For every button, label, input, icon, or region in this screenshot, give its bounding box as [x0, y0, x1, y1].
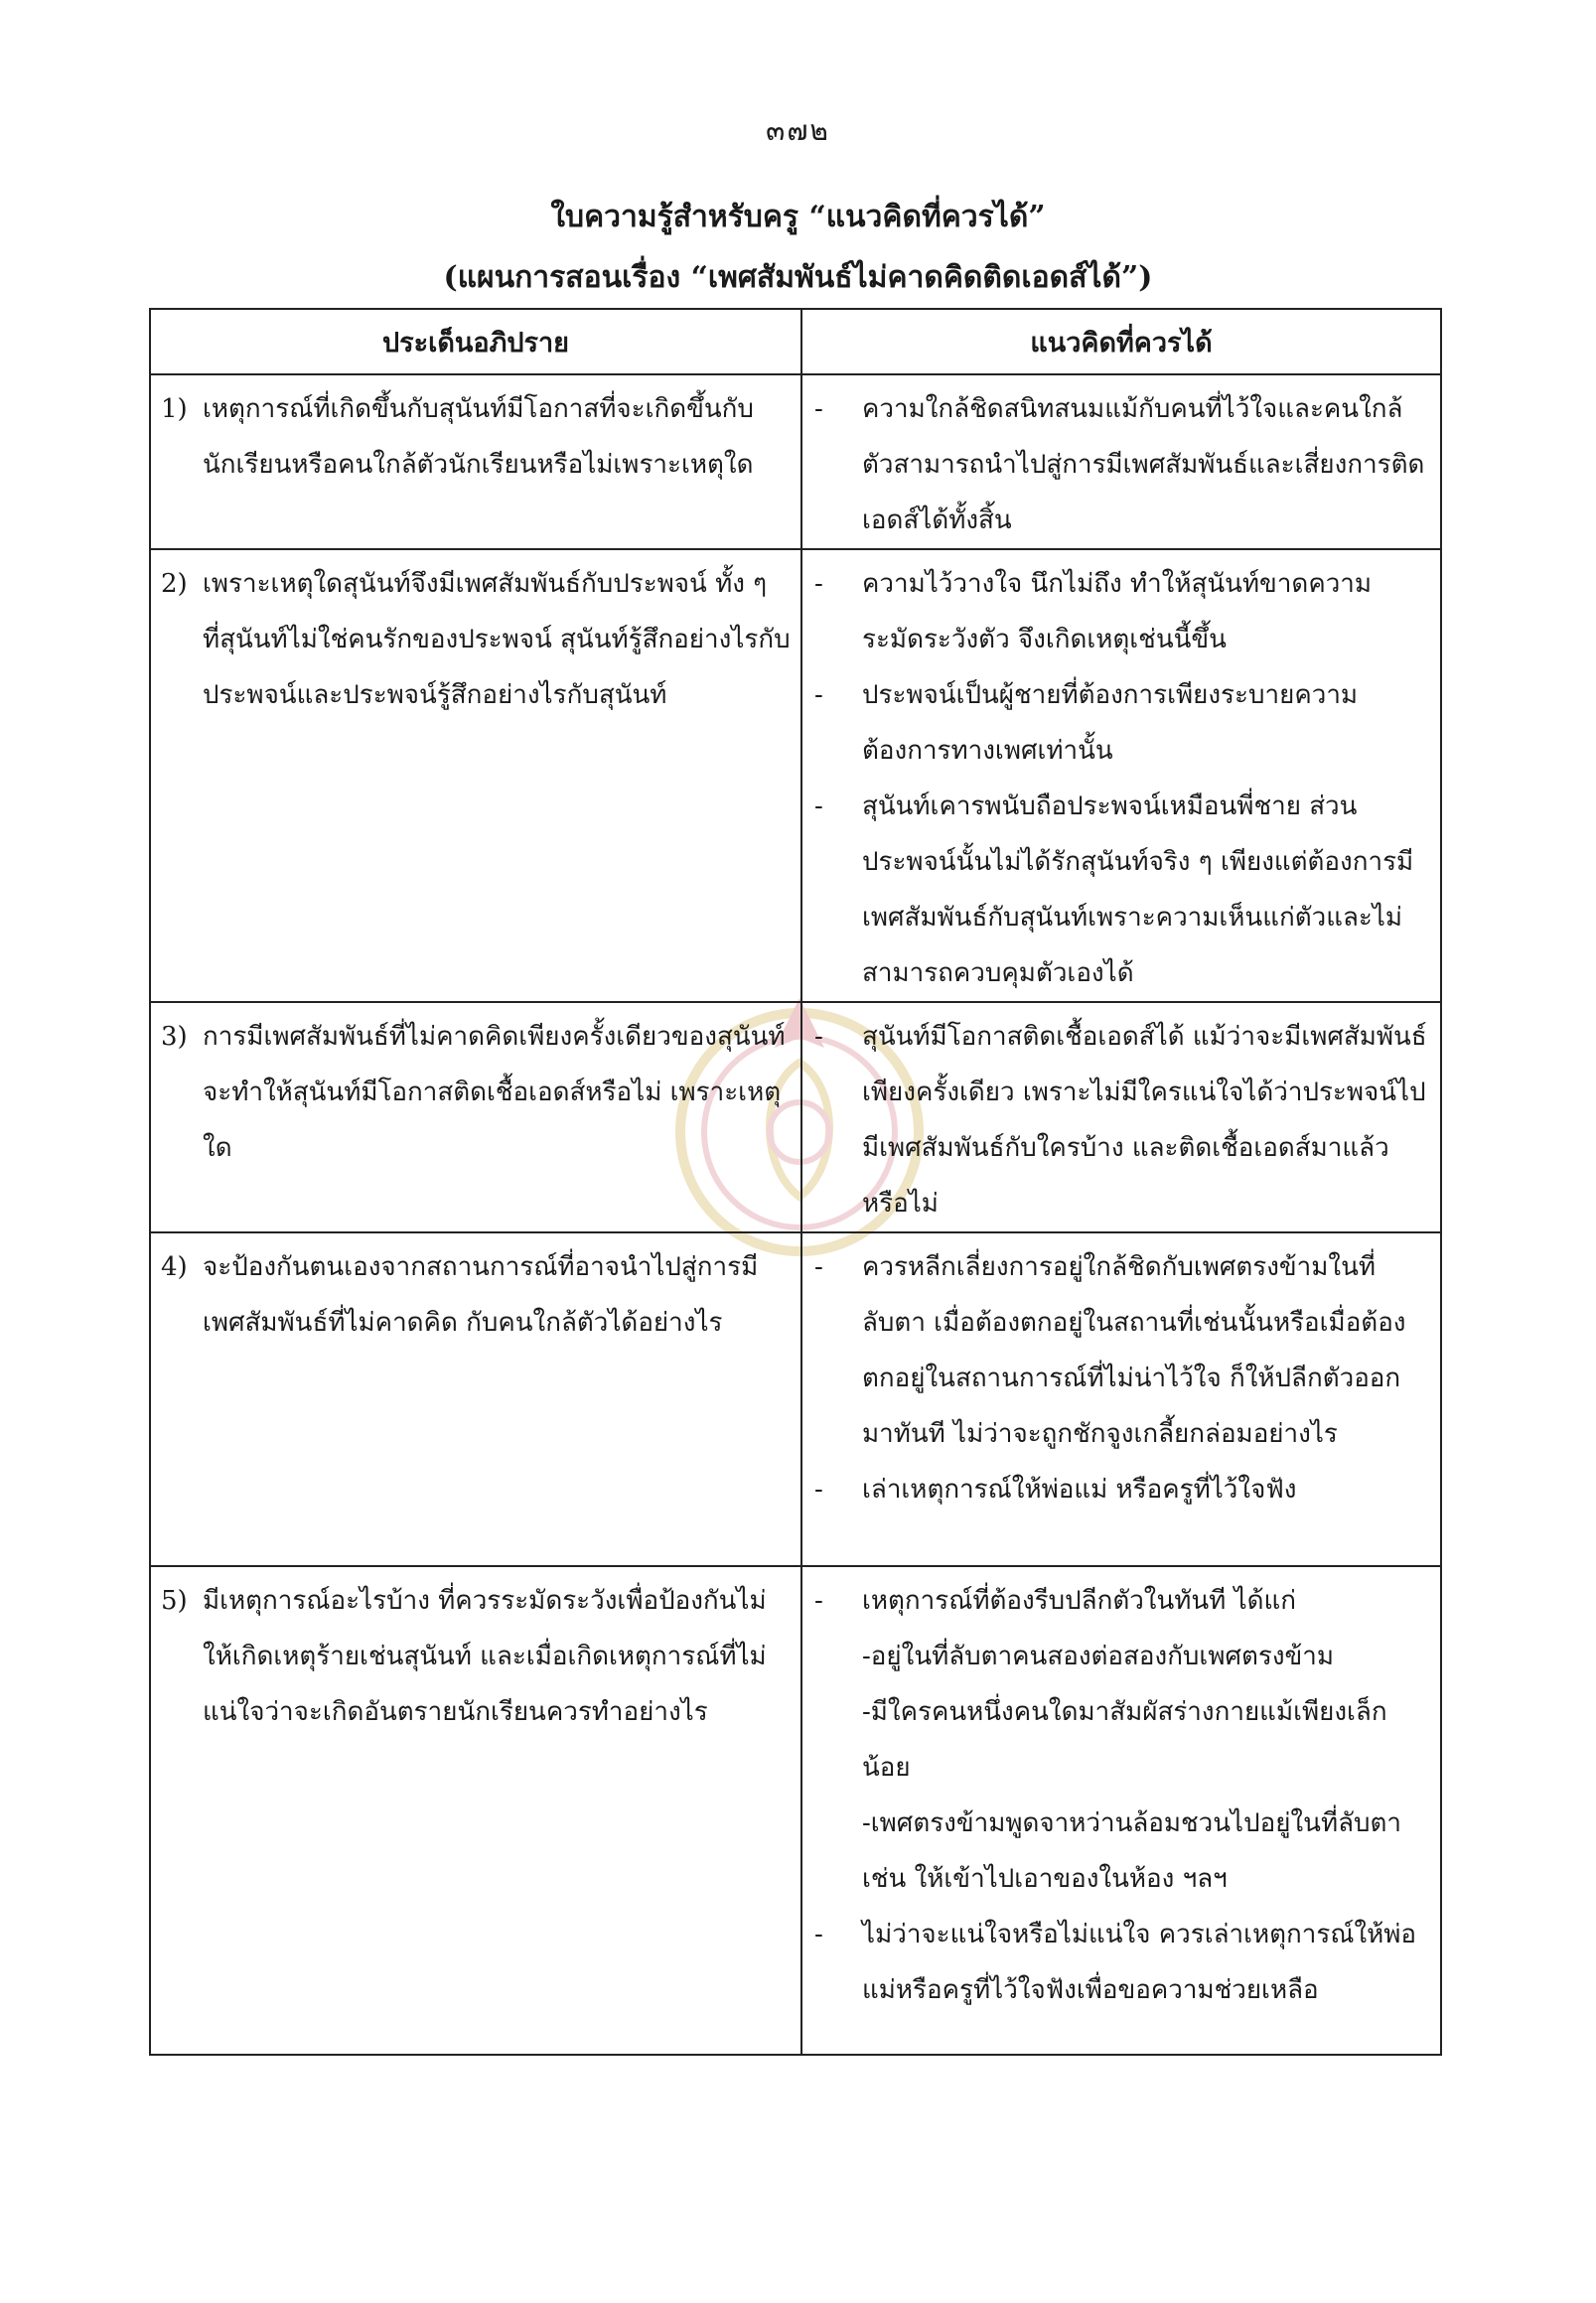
bullet-dash: -: [814, 1920, 823, 1949]
sub-item-text: -มีใครคนหนึ่งคนใดมาสัมผัสร่างกายแม้เพียงเล็กน้อย: [862, 1697, 1387, 1783]
answer-text: เล่าเหตุการณ์ให้พ่อแม่ หรือครูที่ไว้ใจฟัง: [862, 1475, 1297, 1505]
bullet-dash: -: [814, 680, 823, 710]
question-text: เหตุการณ์ที่เกิดขึ้นกับสุนันท์มีโอกาสที่จะเกิดขึ้นกับนักเรียนหรือคนใกล้ตัวนักเรียนหรือไม่เพราะเหตุใด: [203, 394, 754, 480]
header-expected-concepts: แนวคิดที่ควรได้: [801, 309, 1441, 374]
answer-cell: [801, 1232, 1441, 1566]
answer-text: เหตุการณ์ที่ต้องรีบปลีกตัวในทันที ได้แก่: [862, 1586, 1297, 1616]
document-subtitle: (แผนการสอนเรื่อง “เพศสัมพันธ์ไม่คาดคิดติดเอดส์ได้”): [443, 260, 1153, 295]
sub-item-text: -เพศตรงข้ามพูดจาหว่านล้อมชวนไปอยู่ในที่ลับตา เช่น ให้เข้าไปเอาของในห้อง ฯลฯ: [862, 1808, 1402, 1894]
answer-cell: [801, 1002, 1441, 1232]
answer-text: สุนันท์เคารพนับถือประพจน์เหมือนพี่ชาย ส่วนประพจน์นั้นไม่ได้รักสุนันท์จริง ๆ เพียงแต่ต้องการมีเพศสัมพันธ์กับสุนันท์เพราะความเห็นแก่ตัวและไม่สามารถควบคุมตัวเองได้: [862, 792, 1414, 988]
question-cell: [150, 374, 801, 549]
table-row: [150, 374, 1441, 549]
page-number: ๓๗๒: [766, 114, 830, 147]
question-text: มีเหตุการณ์อะไรบ้าง ที่ควรระมัดระวังเพื่อป้องกันไม่ให้เกิดเหตุร้ายเช่นสุนันท์ และเมื่อเกิดเหตุการณ์ที่ไม่แน่ใจว่าจะเกิดอันตรายนักเรียนควรทำอย่างไร: [203, 1586, 767, 1727]
question-cell: [150, 1566, 801, 2055]
question-cell: [150, 1002, 801, 1232]
question-text: เพราะเหตุใดสุนันท์จึงมีเพศสัมพันธ์กับประพจน์ ทั้ง ๆ ที่สุนันท์ไม่ใช่คนรักของประพจน์ สุนันท์รู้สึกอย่างไรกับประพจน์และประพจน์รู้สึกอย่างไรกับสุนันท์: [203, 569, 791, 710]
discussion-table: [149, 308, 1442, 2056]
answer-cell: [801, 1566, 1441, 2055]
table-header-row: [150, 309, 1441, 374]
table-row: [150, 1566, 1441, 2055]
table-row: [150, 1002, 1441, 1232]
question-number: 5): [161, 1586, 188, 1616]
bullet-dash: -: [814, 394, 823, 424]
sub-item-text: -อยู่ในที่ลับตาคนสองต่อสองกับเพศตรงข้าม: [862, 1642, 1335, 1671]
question-text: การมีเพศสัมพันธ์ที่ไม่คาดคิดเพียงครั้งเดียวของสุนันท์ จะทำให้สุนันท์มีโอกาสติดเชื้อเอดส์หรือไม่ เพราะเหตุใด: [203, 1022, 786, 1163]
question-text: จะป้องกันตนเองจากสถานการณ์ที่อาจนำไปสู่การมีเพศสัมพันธ์ที่ไม่คาดคิด กับคนใกล้ตัวได้อย่างไร: [203, 1252, 759, 1338]
bullet-dash: -: [814, 1252, 823, 1282]
answer-cell: [801, 549, 1441, 1002]
answer-text: ประพจน์เป็นผู้ชายที่ต้องการเพียงระบายความต้องการทางเพศเท่านั้น: [862, 680, 1359, 766]
bullet-dash: -: [814, 1022, 823, 1052]
question-number: 4): [161, 1252, 188, 1282]
answer-text: ความไว้วางใจ นึกไม่ถึง ทำให้สุนันท์ขาดความระมัดระวังตัว จึงเกิดเหตุเช่นนี้ขึ้น: [862, 569, 1373, 654]
answer-text: ความใกล้ชิดสนิทสนมแม้กับคนที่ไว้ใจและคนใกล้ตัวสามารถนำไปสู่การมีเพศสัมพันธ์และเสี่ยงการติดเอดส์ได้ทั้งสิ้น: [862, 394, 1425, 535]
bullet-dash: -: [814, 792, 823, 821]
header-discussion-topic: ประเด็นอภิปราย: [150, 309, 801, 374]
bullet-dash: -: [814, 569, 823, 599]
table-row: [150, 549, 1441, 1002]
document-title: ใบความรู้สำหรับครู “แนวคิดที่ควรได้”: [550, 200, 1046, 234]
question-number: 1): [161, 394, 188, 424]
bullet-dash: -: [814, 1475, 823, 1505]
question-number: 2): [161, 569, 188, 599]
answer-cell: [801, 374, 1441, 549]
answer-text: ควรหลีกเลี่ยงการอยู่ใกล้ชิดกับเพศตรงข้ามในที่ลับตา เมื่อต้องตกอยู่ในสถานที่เช่นนั้นหรือเมื่อต้องตกอยู่ในสถานการณ์ที่ไม่น่าไว้ใจ ก็ให้ปลีกตัวออกมาทันที ไม่ว่าจะถูกชักจูงเกลี้ยกล่อมอย่างไร: [862, 1252, 1406, 1449]
bullet-dash: -: [814, 1586, 823, 1616]
table-row: [150, 1232, 1441, 1566]
question-number: 3): [161, 1022, 188, 1052]
question-cell: [150, 549, 801, 1002]
answer-text: สุนันท์มีโอกาสติดเชื้อเอดส์ได้ แม้ว่าจะมีเพศสัมพันธ์เพียงครั้งเดียว เพราะไม่มีใครแน่ใจได้ว่าประพจน์ไปมีเพศสัมพันธ์กับใครบ้าง และติดเชื้อเอดส์มาแล้วหรือไม่: [862, 1022, 1427, 1219]
answer-text: ไม่ว่าจะแน่ใจหรือไม่แน่ใจ ควรเล่าเหตุการณ์ให้พ่อแม่หรือครูที่ไว้ใจฟังเพื่อขอความช่วยเหลือ: [862, 1920, 1417, 2005]
question-cell: [150, 1232, 801, 1566]
